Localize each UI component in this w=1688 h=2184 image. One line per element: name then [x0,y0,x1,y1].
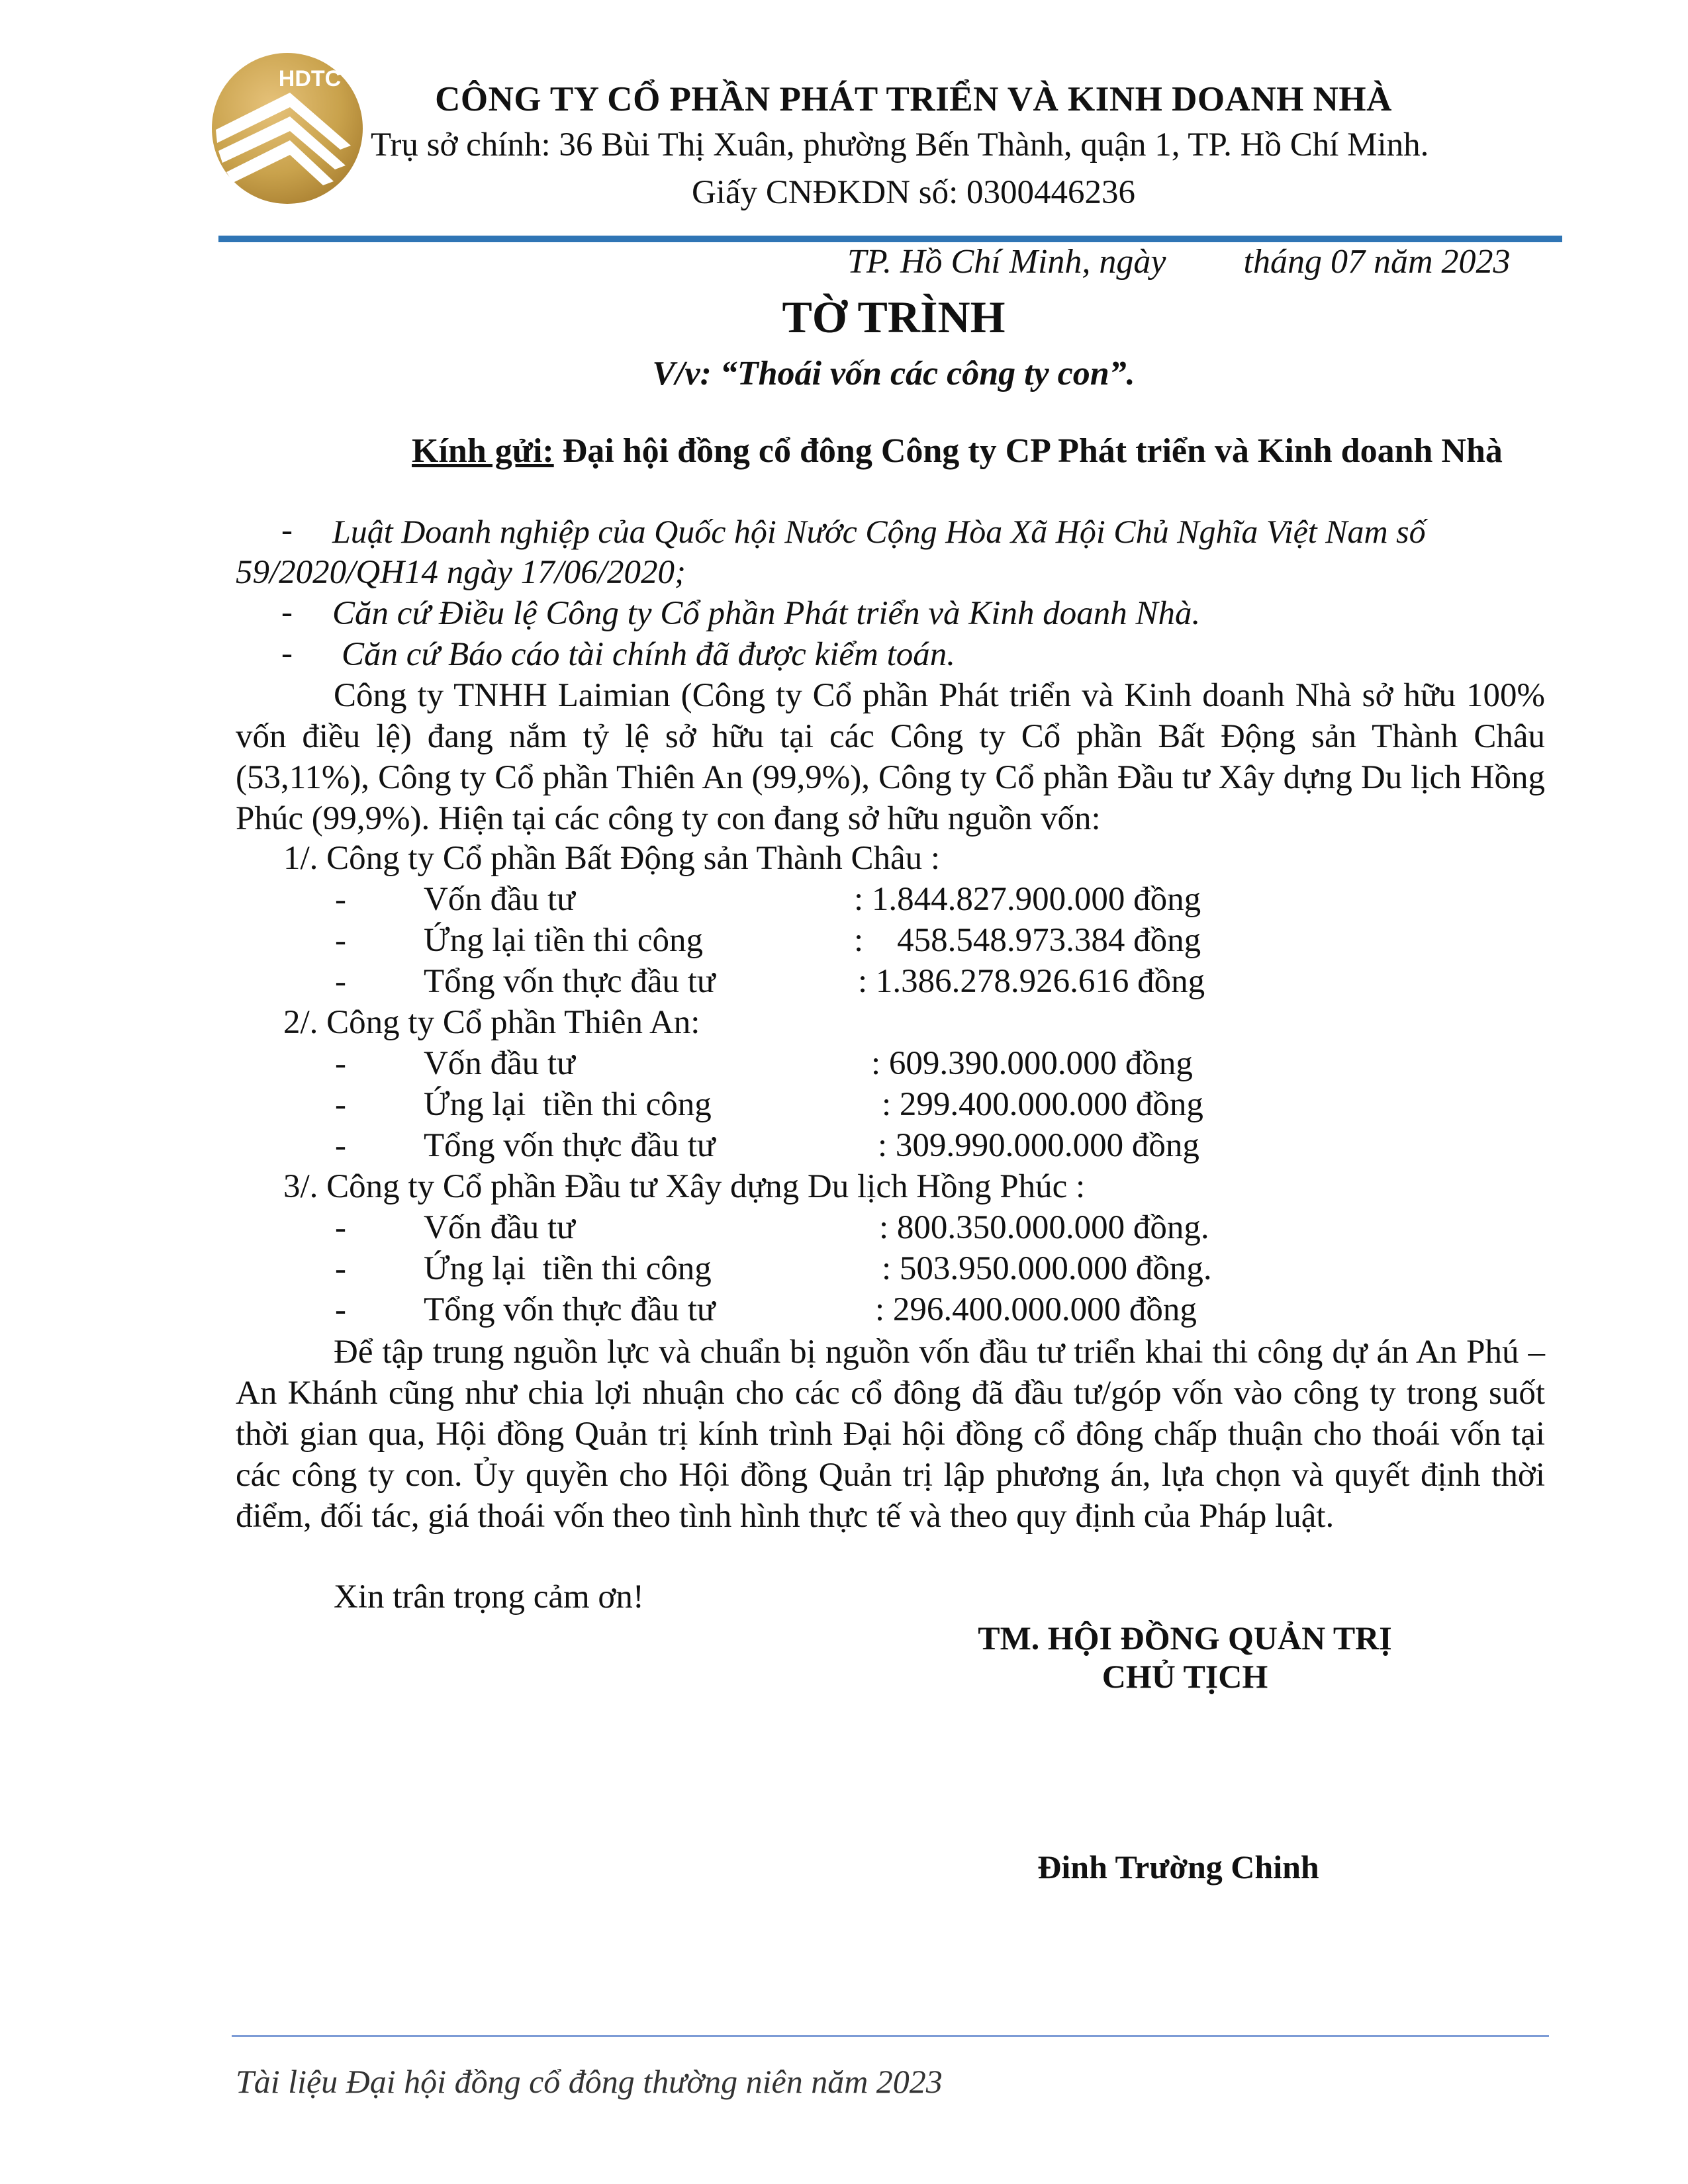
row-value: : 609.390.000.000 đồng [871,1045,1193,1082]
row-label: Ứng lại tiền thi công [424,922,703,959]
recipient-text: Đại hội đồng cổ đông Công ty CP Phát triển và Kinh doanh Nhà [553,432,1503,470]
row-dash: - [335,1045,346,1082]
recipient [412,432,1503,471]
row-dash: - [335,1250,346,1287]
signature-title: TM. HỘI ĐỒNG QUẢN TRỊ [978,1619,1392,1657]
row-value: : 1.386.278.926.616 đồng [858,963,1205,1000]
row-value: : 296.400.000.000 đồng [875,1291,1197,1328]
basis-item-1-cont: 59/2020/QH14 ngày 17/06/2020; [236,554,686,591]
company-heading-3: 3/. Công ty Cổ phần Đầu tư Xây dựng Du lịch Hồng Phúc : [283,1168,1086,1205]
proposal-paragraph: Để tập trung nguồn lực và chuẩn bị nguồn vốn đầu tư triển khai thi công dự án An Phú – An Khánh cũng như chia lợi nhuận cho các cổ đông đã đầu tư/góp vốn vào công ty trong suốt thời gian qua, Hội đồng Quản trị kính trình Đại hội đồng cổ đông chấp thuận cho thoái vốn tại các công ty con. Ủy quyền cho Hội đồng Quản trị lập phương án, lựa chọn và quyết định thời điểm, đối tác, giá thoái vốn theo tình hình thực tế và theo quy định của Pháp luật. [236,1334,1545,1535]
basis-item-1: Luật Doanh nghiệp của Quốc hội Nước Cộng Hòa Xã Hội Chủ Nghĩa Việt Nam số [332,513,1426,550]
footer-divider [232,2035,1549,2037]
header-divider [218,236,1562,242]
row-label: Ứng lại tiền thi công [424,1086,712,1123]
row-label: Tổng vốn thực đầu tư [424,1127,716,1164]
basis-item-3: Căn cứ Báo cáo tài chính đã được kiểm toán. [342,636,956,673]
company-logo [211,52,364,205]
basis-bullet: - [281,594,293,631]
row-label: Vốn đầu tư [424,1209,575,1246]
signer-name: Đinh Trường Chinh [1037,1848,1319,1886]
row-dash: - [335,1291,346,1328]
row-dash: - [335,1127,346,1164]
company-name: CÔNG TY CỔ PHẦN PHÁT TRIỂN VÀ KINH DOANH NHÀ [435,80,1392,118]
footer-text: Tài liệu Đại hội đồng cổ đông thường niên năm 2023 [236,2063,943,2100]
date-line: TP. Hồ Chí Minh, ngày tháng 07 năm 2023 [847,243,1511,281]
row-value: : 1.844.827.900.000 đồng [854,881,1201,918]
row-value: : 800.350.000.000 đồng. [879,1209,1209,1246]
document-title: TỜ TRÌNH [782,292,1006,342]
row-dash: - [335,881,346,918]
logo-text: HDTC [278,66,342,91]
row-dash: - [335,1086,346,1123]
row-label: Tổng vốn thực đầu tư [424,963,716,1000]
basis-bullet: - [281,512,293,549]
row-label: Ứng lại tiền thi công [424,1250,712,1287]
row-value: : 458.548.973.384 đồng [854,922,1201,959]
company-heading-1: 1/. Công ty Cổ phần Bất Động sản Thành Châu : [283,840,941,877]
company-heading-2: 2/. Công ty Cổ phần Thiên An: [283,1004,700,1041]
row-label: Vốn đầu tư [424,1045,575,1082]
company-license: Giấy CNĐKDN số: 0300446236 [691,174,1136,211]
row-value: : 299.400.000.000 đồng [882,1086,1203,1123]
thanks-line: Xin trân trọng cảm ơn! [334,1578,644,1615]
row-dash: - [335,1209,346,1246]
intro-paragraph: Công ty TNHH Laimian (Công ty Cổ phần Phát triển và Kinh doanh Nhà sở hữu 100% vốn điều lệ) đang nắm tỷ lệ sở hữu tại các Công ty Cổ phần Bất Động sản Thành Châu (53,11%), Công ty Cổ phần Thiên An (99,9%), Công ty Cổ phần Đầu tư Xây dựng Du lịch Hồng Phúc (99,9%). Hiện tại các công ty con đang sở hữu nguồn vốn: [236,677,1545,837]
document-subject: V/v: “Thoái vốn các công ty con”. [652,355,1135,392]
row-dash: - [335,963,346,1000]
recipient-label: Kính gửi: [412,432,554,470]
row-value: : 309.990.000.000 đồng [878,1127,1199,1164]
row-dash: - [335,922,346,959]
signature-position: CHỦ TỊCH [1102,1658,1268,1695]
row-label: Vốn đầu tư [424,881,575,918]
row-label: Tổng vốn thực đầu tư [424,1291,716,1328]
row-value: : 503.950.000.000 đồng. [882,1250,1212,1287]
logo-emblem-icon [211,52,364,205]
basis-bullet: - [281,635,293,672]
basis-item-2: Căn cứ Điều lệ Công ty Cổ phần Phát triển và Kinh doanh Nhà. [332,595,1201,632]
company-address: Trụ sở chính: 36 Bùi Thị Xuân, phường Bến Thành, quận 1, TP. Hồ Chí Minh. [371,126,1429,163]
